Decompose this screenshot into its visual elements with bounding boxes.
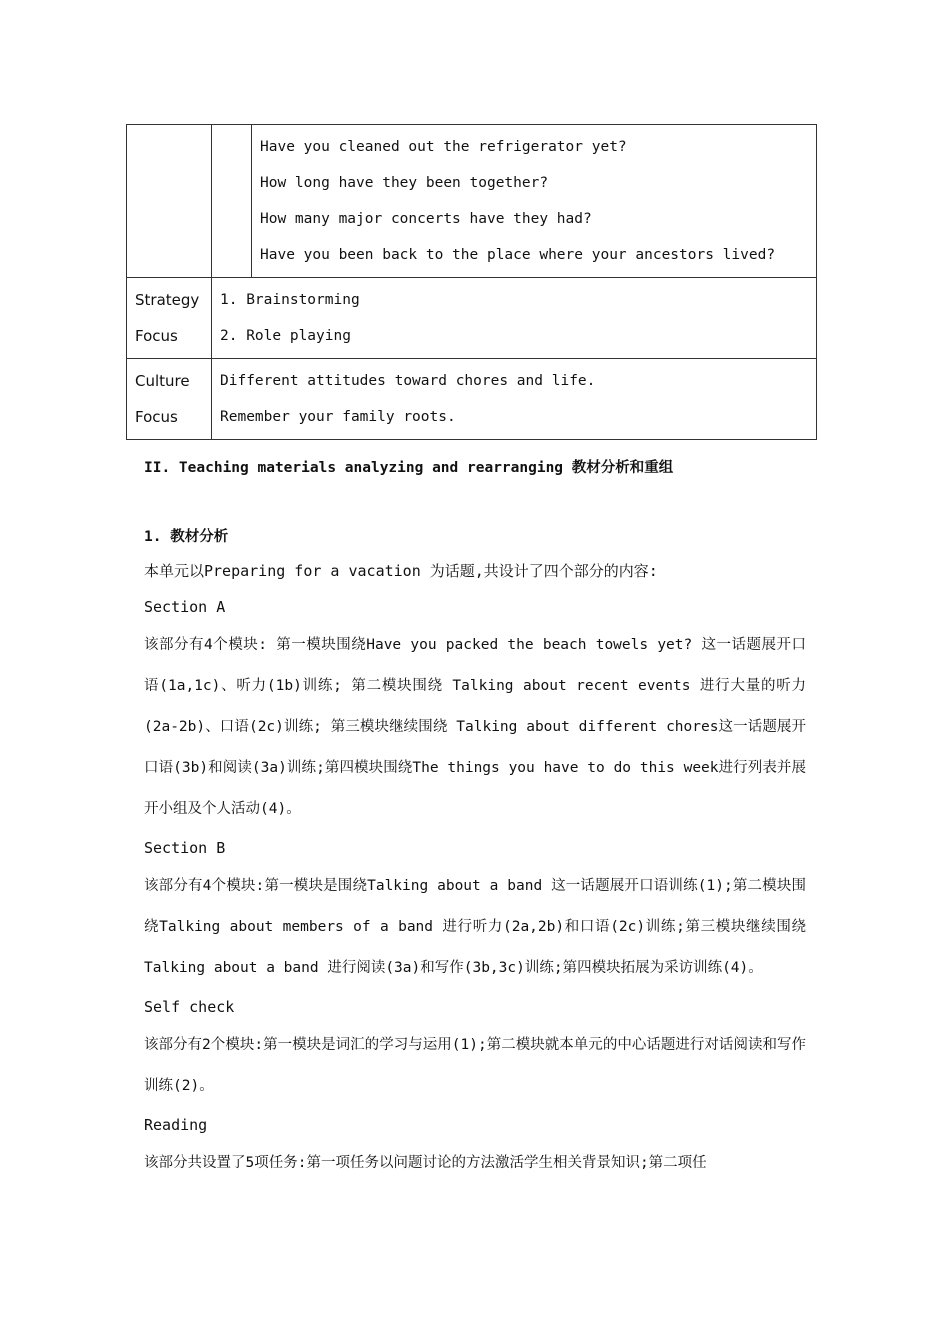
strategy-row — [127, 278, 817, 359]
strategy-label: Strategy — [135, 291, 200, 309]
reading-title: Reading — [144, 1116, 208, 1134]
culture-item: Different attitudes toward chores and life. — [220, 373, 596, 389]
language-sentence: Have you been back to the place where your ancestors lived? — [260, 247, 776, 263]
culture-label: Culture — [135, 372, 190, 390]
language-sentence: Have you cleaned out the refrigerator yet? — [260, 139, 627, 155]
self-check-text: 该部分有2个模块:第一模块是词汇的学习与运用(1);第二模块就本单元的中心话题进行对话阅读和写作训练(2)。 — [144, 1037, 806, 1094]
language-row — [127, 125, 817, 278]
section-heading: II. Teaching materials analyzing and rearranging 教材分析和重组 — [144, 460, 674, 476]
strategy-item: 1. Brainstorming — [220, 292, 360, 308]
section-b-title: Section B — [144, 839, 226, 857]
focus-table — [126, 124, 817, 440]
sub-heading: 1. 教材分析 — [144, 529, 229, 545]
language-sentence: How many major concerts have they had? — [260, 211, 592, 227]
strategy-label-cell — [127, 278, 212, 359]
language-sentence: How long have they been together? — [260, 175, 549, 191]
culture-content-cell — [212, 359, 817, 440]
reading-text: 该部分共设置了5项任务:第一项任务以问题讨论的方法激活学生相关背景知识;第二项任 — [144, 1155, 707, 1171]
strategy-item: 2. Role playing — [220, 328, 351, 344]
analysis-body — [144, 553, 806, 1184]
culture-label-cell — [127, 359, 212, 440]
culture-row — [127, 359, 817, 440]
section-b-text: 该部分有4个模块:第一模块是围绕Talking about a band 这一话题展开口语训练(1);第二模块围绕Talking about members of a band 进行听力(2a,2b)和口语(2c)训练;第三模块继续围绕Talking about a band 进行阅读(3a)和写作(3b,3c)训练;第四模块拓展为采访训练(4)。 — [144, 878, 806, 976]
strategy-content-cell — [212, 278, 817, 359]
empty-sub-cell — [212, 125, 252, 278]
self-check-title: Self check — [144, 998, 235, 1016]
strategy-label-focus: Focus — [135, 327, 178, 345]
language-cell — [252, 125, 817, 278]
intro-text: 本单元以Preparing for a vacation 为话题,共设计了四个部分的内容: — [144, 562, 658, 580]
section-a-text: 该部分有4个模块: 第一模块围绕Have you packed the beach towels yet? 这一话题展开口语(1a,1c)、听力(1b)训练; 第二模块围绕 Talking about recent events 进行大量的听力(2a-2b)、口语(2c)训练; 第三模块继续围绕 Talking about different chores这一话题展开口语(3b)和阅读(3a)训练;第四模块围绕The things you have to do this week进行列表并展开小组及个人活动(4)。 — [144, 637, 806, 817]
culture-item: Remember your family roots. — [220, 409, 456, 425]
section-a-title: Section A — [144, 598, 226, 616]
empty-label-cell — [127, 125, 212, 278]
culture-label-focus: Focus — [135, 408, 178, 426]
